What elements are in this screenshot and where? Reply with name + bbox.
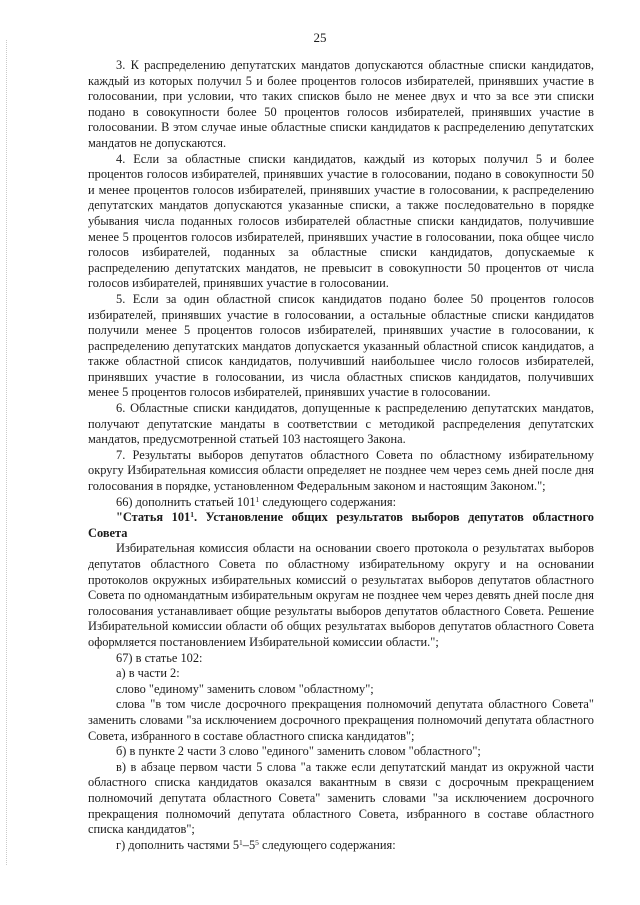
amendment-67g-text: г) дополнить частями 5: [116, 837, 240, 852]
amendment-67a-2: слова "в том числе досрочного прекращения полномочий депутата областного Совета" заменить словами "за исключением досрочного прекращения полномочий депутата областного Совета, избранного в составе областного списка кандидатов";: [88, 697, 594, 743]
article-heading: [88, 510, 594, 541]
amendment-67a-1: слово "единому" заменить словом "областному";: [116, 681, 374, 696]
amendment-67g-sup-5: 5: [255, 837, 259, 847]
item-66-text: 66) дополнить статьей 101: [116, 494, 256, 509]
amendment-67: 67) в статье 102:: [116, 650, 203, 665]
item-66-sup: 1: [255, 494, 260, 504]
item-66: [88, 495, 594, 511]
amendment-67g: [88, 838, 594, 854]
paragraph-part-5: 5. Если за один областной список кандидатов подано более 50 процентов голосов избирателей, принявших участие в голосовании, а остальные областные списки кандидатов получили менее 5 процентов голосов избирателей, принявших участие в голосовании, к распределению депутатских мандатов допускается указанный областной список кандидатов, а также областной список кандидатов, получивший наибольшее число голосов избирателей, принявших участие в голосовании, из числа областных списков кандидатов, получивших менее 5 процентов голосов избирателей, принявших участие в голосовании.: [88, 291, 594, 400]
paragraph-part-3: 3. К распределению депутатских мандатов допускаются областные списки кандидатов, каждый из которых получил 5 и более процентов голосов избирателей, принявших участие в голосовании, при условии, что таких списков было не менее двух и что за все эти списки подано в совокупности более 50 процентов голосов избирателей, принявших участие в голосовании. В этом случае иные областные списки кандидатов к распределению депутатских мандатов не допускаются.: [88, 58, 594, 150]
article-body: Избирательная комиссия области на основании своего протокола о результатах выборов депутатов областного Совета по областному избирательному округу и на основании протоколов окружных избирательных комиссий о результатах выборов депутатов областного Совета по одномандатным избирательным округам не позднее чем через девять дней после дня голосования устанавливает общие результаты выборов депутатов областного Совета. Решение Избирательной комиссии области об общих результатах выборов депутатов областного Совета оформляется постановлением Избирательной комиссии области.";: [88, 541, 594, 649]
amendment-67v: в) в абзаце первом части 5 слова "а также если депутатский мандат из окружной части областного списка кандидатов оказался вакантным в связи с досрочным прекращением полномочий депутата областного Совета" заменить словами "за исключением досрочного прекращения полномочий депутата областного Совета, избранного в составе областного списка кандидатов";: [88, 759, 594, 837]
paragraph-part-7: 7. Результаты выборов депутатов областного Совета по областному избирательному округу Избирательная комиссия области определяет не позднее чем через семь дней после дня голосования в порядке, установленном Федеральным законом и настоящим Законом.";: [88, 447, 594, 494]
amendment-67g-text-end: следующего содержания:: [258, 837, 396, 852]
paragraph-part-6: 6. Областные списки кандидатов, допущенные к распределению депутатских мандатов, получают депутатские мандаты в соответствии с методикой распределения депутатских мандатов, предусмотренной статьей 103 настоящего Закона.: [88, 401, 594, 447]
document-body: [88, 58, 594, 853]
page-number: 25: [313, 30, 327, 45]
amendment-67b: б) в пункте 2 части 3 слово "единого" заменить словом "областного";: [116, 744, 481, 759]
amendment-67g-sup-1: 1: [239, 837, 243, 847]
article-heading-start: "Статья 101: [116, 510, 191, 525]
article-heading-sup: 1: [190, 510, 194, 520]
amendment-67g-dash: –5: [242, 837, 256, 852]
amendment-67a: а) в части 2:: [116, 666, 180, 681]
item-66-text-end: следующего содержания:: [259, 494, 397, 509]
paragraph-part-4: 4. Если за областные списки кандидатов, каждый из которых получил 5 и более процентов голосов избирателей, принявших участие в голосовании, подано в совокупности 50 и менее процентов голосов избирателей, принявших участие в голосовании, к распределению депутатских мандатов допускаются указанные списки, а также последовательно в порядке убывания числа поданных голосов избирателей областные списки кандидатов, получившие менее 5 процентов голосов избирателей, принявших участие в голосовании, пока общее число голосов избирателей, поданных за областные списки кандидатов, допускаемые к распределению депутатских мандатов, не превысит в совокупности 50 процентов от числа голосов избирателей, принявших участие в голосовании.: [88, 151, 594, 291]
article-heading-title: . Установление общих результатов выборов депутатов областного Совета: [88, 510, 594, 540]
scan-edge-line: [6, 40, 7, 865]
